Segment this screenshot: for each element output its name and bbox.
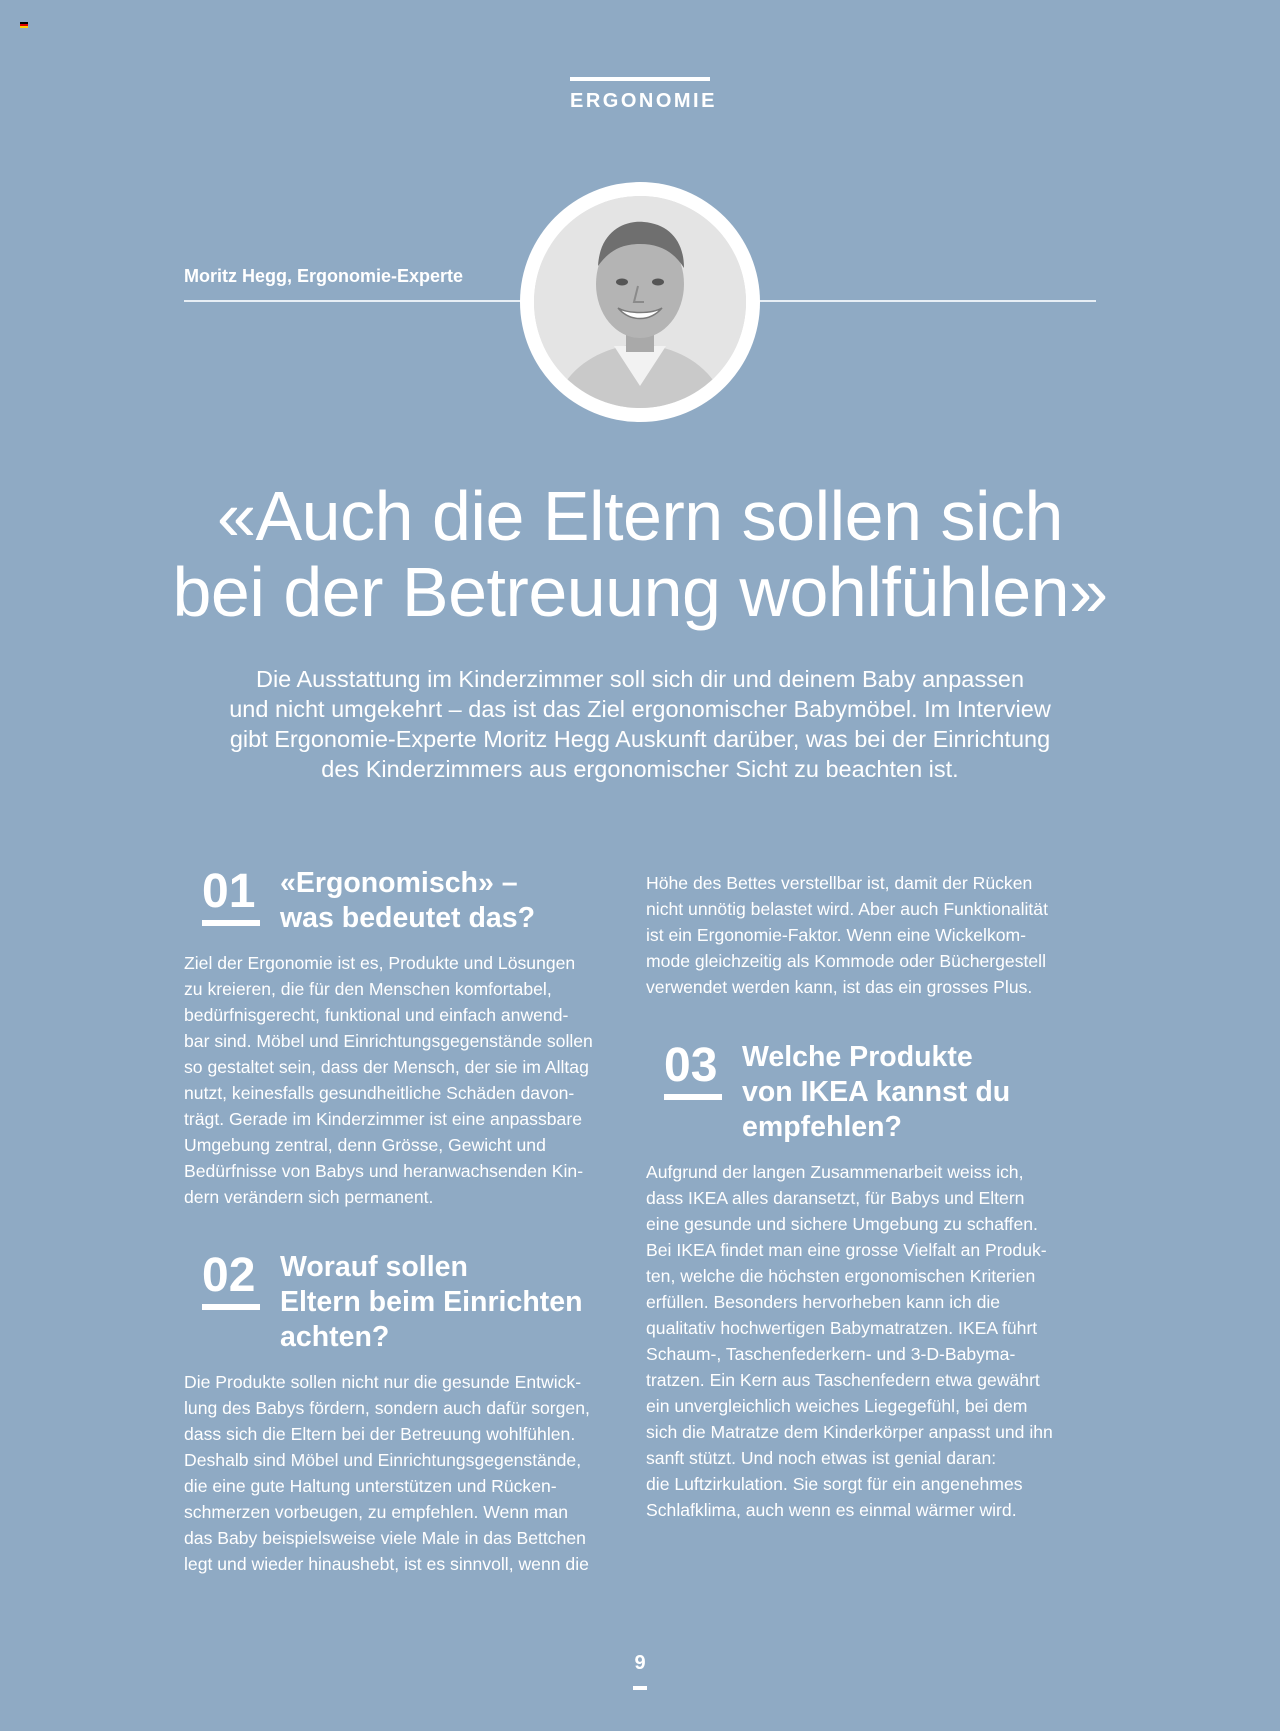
page-number-underline <box>633 1686 647 1690</box>
answer-line: die Luftzirkulation. Sie sorgt für ein angenehmes <box>646 1474 1023 1494</box>
question-title-line: Welche Produkte <box>742 1041 973 1073</box>
question-number-block <box>184 1250 280 1310</box>
question-02-header <box>184 1250 629 1355</box>
headline <box>100 478 1180 630</box>
answer-line: sanft stützt. Und noch etwas ist genial daran: <box>646 1448 997 1468</box>
answer-line: so gestaltet sein, dass der Mensch, der sie im Alltag <box>184 1057 589 1077</box>
headline-line-1: «Auch die Eltern sollen sich <box>217 477 1063 555</box>
lead-line: Die Ausstattung im Kinderzimmer soll sich dir und deinem Baby anpassen <box>255 666 1025 692</box>
lead-line: gibt Ergonomie-Experte Moritz Hegg Auskunft darüber, was bei der Einrichtung <box>229 726 1051 752</box>
flag-stripe-gold <box>20 26 28 28</box>
answer-line: bedürfnisgerecht, funktional und einfach anwend- <box>184 1005 569 1025</box>
answer-line: nutzt, keinesfalls gesundheitliche Schäden davon- <box>184 1083 575 1103</box>
portrait-illustration <box>534 196 746 408</box>
answer-line: Bei IKEA findet man eine grosse Vielfalt an Produk- <box>646 1240 1047 1260</box>
answer-line: Umgebung zentral, denn Grösse, Gewicht und <box>184 1135 546 1155</box>
question-02-answer-continued <box>646 870 1096 1000</box>
answer-line: Ziel der Ergonomie ist es, Produkte und Lösungen <box>184 953 576 973</box>
language-flag-icon[interactable] <box>20 22 28 28</box>
question-01-header <box>184 866 629 936</box>
question-title-line: achten? <box>280 1321 390 1353</box>
question-title-line: empfehlen? <box>742 1111 902 1143</box>
answer-line: ein unvergleichlich weiches Liegegefühl, bei dem <box>646 1396 1028 1416</box>
answer-line: dass sich die Eltern bei der Betreuung wohlfühlen. <box>184 1424 576 1444</box>
answer-line: schmerzen vorbeugen, zu empfehlen. Wenn man <box>184 1502 569 1522</box>
answer-line: die eine gute Haltung unterstützen und Rücken- <box>184 1476 557 1496</box>
question-02-answer <box>184 1369 629 1577</box>
author-caption: Moritz Hegg, Ergonomie-Experte <box>184 266 464 286</box>
answer-line: qualitativ hochwertigen Babymatratzen. IKEA führt <box>646 1318 1038 1338</box>
answer-line: tratzen. Ein Kern aus Taschenfedern etwa gewährt <box>646 1370 1040 1390</box>
answer-line: Bedürfnisse von Babys und heranwachsenden Kin- <box>184 1161 584 1181</box>
answer-line: mode gleichzeitig als Kommode oder Büchergestell <box>646 951 1046 971</box>
question-number: 01 <box>202 865 256 918</box>
question-title-line: «Ergonomisch» – <box>280 867 518 899</box>
question-01-answer <box>184 950 629 1210</box>
answer-line: dern verändern sich permanent. <box>184 1187 434 1207</box>
answer-line: Schlafklima, auch wenn es einmal wärmer wird. <box>646 1500 1017 1520</box>
question-02-title <box>280 1250 582 1355</box>
lead-line: des Kinderzimmers aus ergonomischer Sicht zu beachten ist. <box>321 756 959 782</box>
answer-line: Schaum-, Taschenfederkern- und 3-D-Babyma- <box>646 1344 1016 1364</box>
question-01-title <box>280 866 535 936</box>
question-number: 03 <box>664 1039 718 1092</box>
question-number-underline <box>664 1094 722 1100</box>
person-portrait-icon <box>534 196 746 408</box>
answer-line: ten, welche die höchsten ergonomischen Kriterien <box>646 1266 1036 1286</box>
page-number: 9 <box>634 1652 646 1674</box>
answer-line: ist ein Ergonomie-Faktor. Wenn eine Wickelkom- <box>646 925 1027 945</box>
answer-line: trägt. Gerade im Kinderzimmer ist eine anpassbare <box>184 1109 582 1129</box>
answer-line: sich die Matratze dem Kinderkörper anpasst und ihn <box>646 1422 1053 1442</box>
question-03-answer <box>646 1159 1096 1523</box>
author-divider-right <box>756 300 1096 302</box>
answer-line: das Baby beispielsweise viele Male in das Bettchen <box>184 1528 586 1548</box>
answer-line: eine gesunde und sichere Umgebung zu schaffen. <box>646 1214 1038 1234</box>
right-column <box>646 870 1096 1523</box>
question-03-header <box>646 1040 1096 1145</box>
answer-line: Höhe des Bettes verstellbar ist, damit der Rücken <box>646 873 1033 893</box>
question-title-line: was bedeutet das? <box>280 902 535 934</box>
left-column <box>184 866 629 1577</box>
answer-line: bar sind. Möbel und Einrichtungsgegenstände sollen <box>184 1031 593 1051</box>
answer-line: zu kreieren, die für den Menschen komfortabel, <box>184 979 552 999</box>
author-divider-left <box>184 300 524 302</box>
headline-line-2: bei der Betreuung wohlfühlen» <box>172 553 1108 631</box>
question-number-block <box>184 866 280 926</box>
answer-line: erfüllen. Besonders hervorheben kann ich die <box>646 1292 1001 1312</box>
question-title-line: Eltern beim Einrichten <box>280 1286 583 1318</box>
question-number-underline <box>202 920 260 926</box>
question-number: 02 <box>202 1249 256 1302</box>
answer-line: Deshalb sind Möbel und Einrichtungsgegenstände, <box>184 1450 582 1470</box>
answer-line: Aufgrund der langen Zusammenarbeit weiss ich, <box>646 1162 1024 1182</box>
answer-line: legt und wieder hinaushebt, ist es sinnvoll, wenn die <box>184 1554 589 1574</box>
section-tag: ERGONOMIE <box>570 77 710 113</box>
lead-paragraph <box>190 664 1090 784</box>
answer-line: dass IKEA alles daransetzt, für Babys und Eltern <box>646 1188 1025 1208</box>
question-title-line: Worauf sollen <box>280 1251 468 1283</box>
answer-line: nicht unnötig belastet wird. Aber auch Funktionalität <box>646 899 1048 919</box>
question-title-line: von IKEA kannst du <box>742 1076 1011 1108</box>
answer-line: lung des Babys fördern, sondern auch dafür sorgen, <box>184 1398 590 1418</box>
question-number-underline <box>202 1304 260 1310</box>
question-03-title <box>742 1040 1010 1145</box>
question-number-block <box>646 1040 742 1100</box>
lead-line: und nicht umgekehrt – das ist das Ziel ergonomischer Babymöbel. Im Interview <box>229 696 1051 722</box>
answer-line: verwendet werden kann, ist das ein grosses Plus. <box>646 977 1033 997</box>
answer-line: Die Produkte sollen nicht nur die gesunde Entwick- <box>184 1372 582 1392</box>
